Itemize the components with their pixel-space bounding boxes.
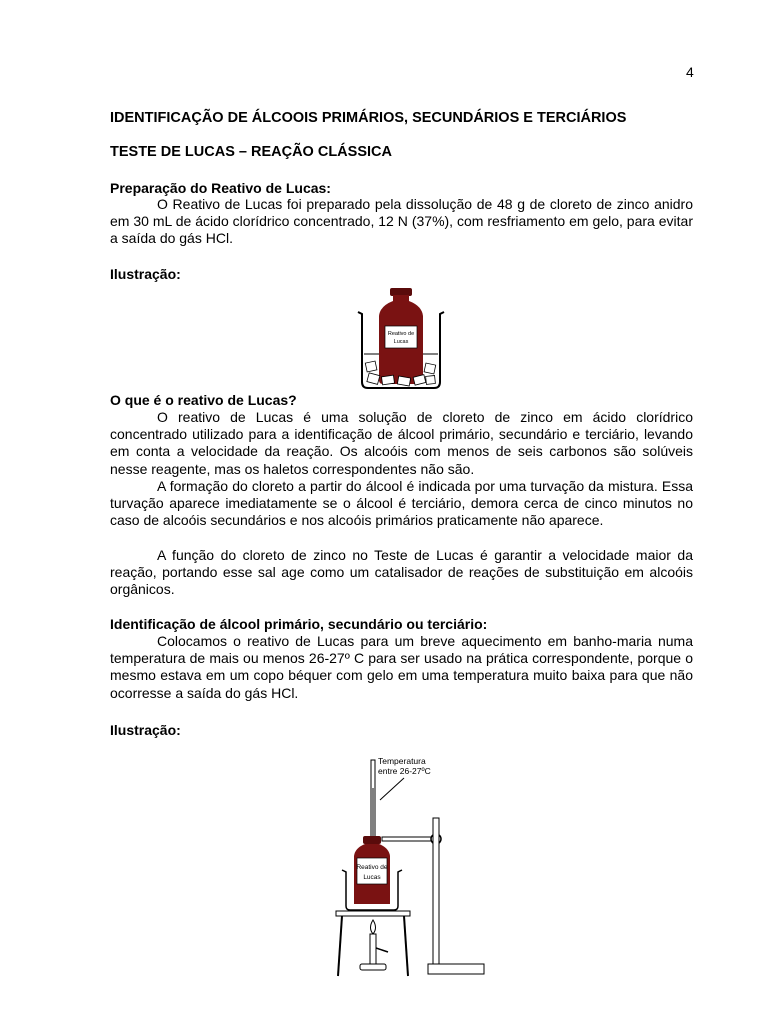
clamp-arm (382, 837, 438, 841)
water-bath-illustration (330, 748, 500, 980)
prep-heading: Preparação do Reativo de Lucas: (110, 180, 331, 196)
stand-rod (433, 818, 439, 968)
tripod-ring (336, 911, 410, 916)
prep-paragraph: O Reativo de Lucas foi preparado pela dissolução de 48 g de cloreto de zinco anidro em 30 mL de ácido clorídrico concentrado, 12 N (37%), com resfriamento em gelo, para evitar a saída do gás HCl. (110, 196, 693, 247)
bunsen-burner (370, 934, 376, 964)
section-title: TESTE DE LUCAS – REAÇÃO CLÁSSICA (110, 144, 392, 160)
what-heading: O que é o reativo de Lucas? (110, 392, 297, 408)
what-paragraph-3: A função do cloreto de zinco no Teste de Lucas é garantir a velocidade maior da reação, portando esse sal age como um catalisador de reações de substituição em alcoóis orgânicos. (110, 547, 693, 598)
bottle-stopper (390, 288, 412, 296)
flame (371, 920, 376, 934)
what-paragraph-1: O reativo de Lucas é uma solução de cloreto de zinco em ácido clorídrico concentrado utilizado para a identificação de álcool primário, secundário e terciário, levando em conta a velocidade da reação. Os alcoóis com menos de seis carbonos são solúveis nesse reagente, mas os haletos correspondentes não são. (110, 409, 693, 477)
lucas-reagent-beaker-illustration (352, 284, 448, 392)
what-paragraph-2: A formação do cloreto a partir do álcool é indicada por uma turvação da mistura. Essa turvação aparece imediatamente se o álcool é terciário, demora cerca de cinco minutos no caso de alcoóis secundários e nos alcoóis primários praticamente não aparece. (110, 478, 693, 529)
bottle-label-line1: Reativo de (387, 331, 415, 337)
bottle-label-line2: Lucas (393, 339, 409, 345)
bottle2-label-line1: Reativo de (356, 864, 388, 871)
illustration2-heading: Ilustração: (110, 722, 181, 738)
temperature-label-line1: Temperatura (378, 756, 426, 766)
stand-base (428, 964, 484, 974)
illustration1-heading: Ilustração: (110, 266, 181, 282)
identify-paragraph: Colocamos o reativo de Lucas para um breve aquecimento em banho-maria numa temperatura de mais ou menos 26-27º C para ser usado na prática correspondente, porque o mesmo estava em um copo béquer com gelo em uma temperatura muito baixa para que não ocorresse a saída do gás HCl. (110, 633, 693, 701)
bottle2-label-line2: Lucas (363, 874, 381, 881)
page-number: 4 (686, 64, 694, 80)
main-title: IDENTIFICAÇÃO DE ÁLCOOIS PRIMÁRIOS, SECUNDÁRIOS E TERCIÁRIOS (110, 110, 627, 126)
identify-heading: Identificação de álcool primário, secundário ou terciário: (110, 616, 488, 632)
temperature-label-line2: entre 26-27ºC (378, 766, 431, 776)
